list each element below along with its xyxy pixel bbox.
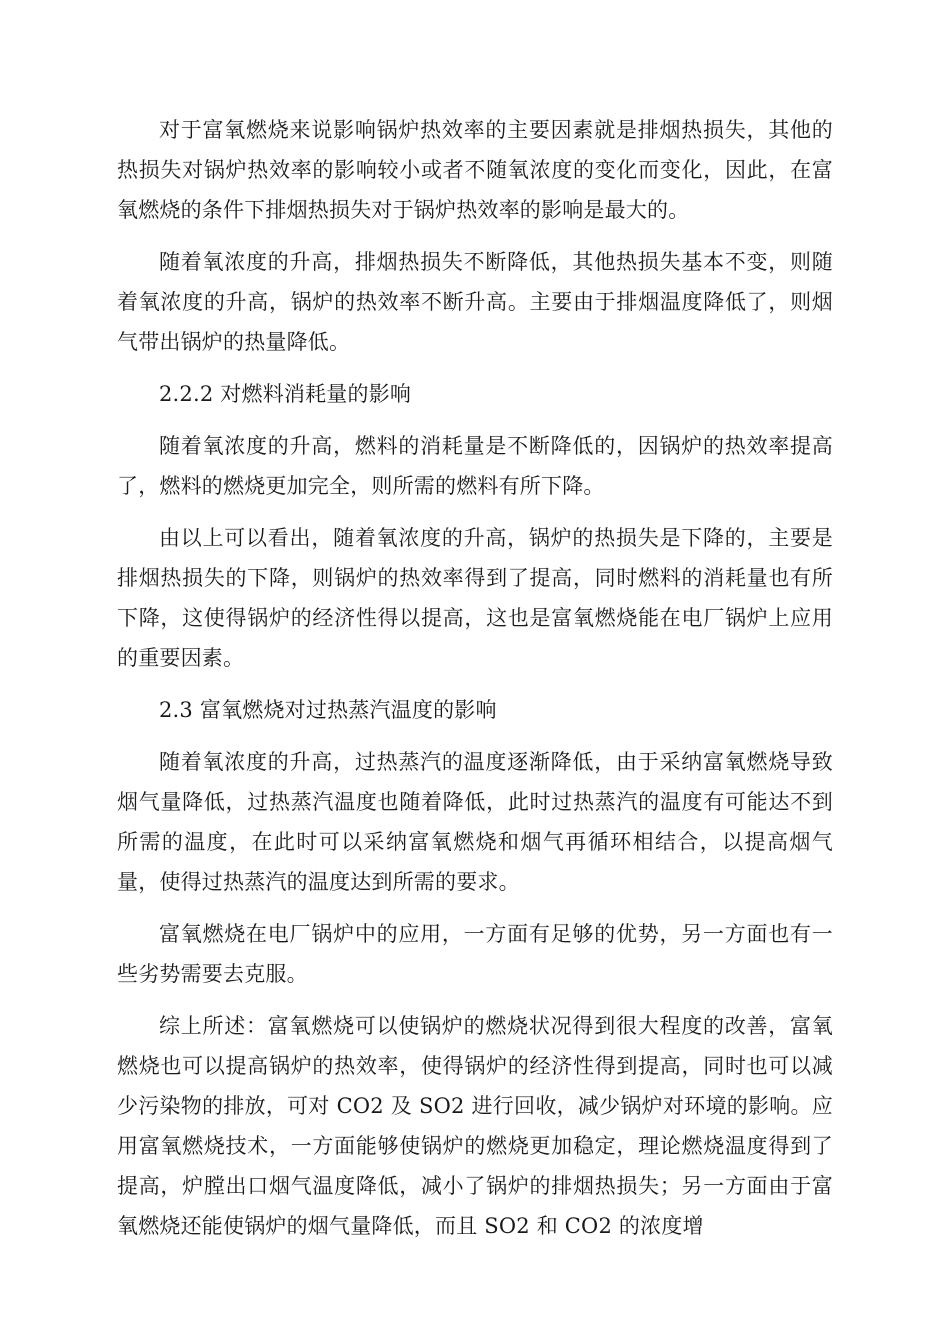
paragraph-superheated-steam: 随着氧浓度的升高，过热蒸汽的温度逐渐降低，由于采纳富氧燃烧导致烟气量降低，过热蒸汽温度也随着降低，此时过热蒸汽的温度有可能达不到所需的温度，在此时可以采纳富氧燃烧和烟气再循环相结合，以提高烟气量，使得过热蒸汽的温度达到所需的要求。 <box>117 750 833 894</box>
paragraph-summary: 综上所述：富氧燃烧可以使锅炉的燃烧状况得到很大程度的改善，富氧燃烧也可以提高锅炉的热效率，使得锅炉的经济性得到提高，同时也可以减少污染物的排放，可对 CO2 及 SO2 进行回收，减少锅炉对环境的影响。应用富氧燃烧技术，一方面能够使锅炉的燃烧更加稳定，理论燃烧温度得到了提高，炉膛出口烟气温度降低，减小了锅炉的排烟热损失；另一方面由于富氧燃烧还能使锅炉的烟气量降低，而且 SO2 和 CO2 的浓度增 <box>117 1014 833 1238</box>
paragraph-advantages-disadvantages: 富氧燃烧在电厂锅炉中的应用，一方面有足够的优势，另一方面也有一些劣势需要去克服。 <box>117 922 833 986</box>
paragraph-flue-gas-loss-main-factor: 对于富氧燃烧来说影响锅炉热效率的主要因素就是排烟热损失，其他的热损失对锅炉热效率的影响较小或者不随氧浓度的变化而变化，因此，在富氧燃烧的条件下排烟热损失对于锅炉热效率的影响是最大的。 <box>117 118 833 222</box>
section-heading-2-2-2: 2.2.2 对燃料消耗量的影响 <box>159 382 412 406</box>
paragraph-fuel-consumption: 随着氧浓度的升高，燃料的消耗量是不断降低的，因锅炉的热效率提高了，燃料的燃烧更加完全，则所需的燃料有所下降。 <box>117 434 833 498</box>
paragraph-efficiency-rises: 随着氧浓度的升高，排烟热损失不断降低，其他热损失基本不变，则随着氧浓度的升高，锅炉的热效率不断升高。主要由于排烟温度降低了，则烟气带出锅炉的热量降低。 <box>117 250 833 354</box>
section-heading-2-3: 2.3 富氧燃烧对过热蒸汽温度的影响 <box>159 698 497 722</box>
document-page <box>117 110 833 1246</box>
paragraph-economy: 由以上可以看出，随着氧浓度的升高，锅炉的热损失是下降的，主要是排烟热损失的下降，则锅炉的热效率得到了提高，同时燃料的消耗量也有所下降，这使得锅炉的经济性得以提高，这也是富氧燃烧能在电厂锅炉上应用的重要因素。 <box>117 526 833 670</box>
